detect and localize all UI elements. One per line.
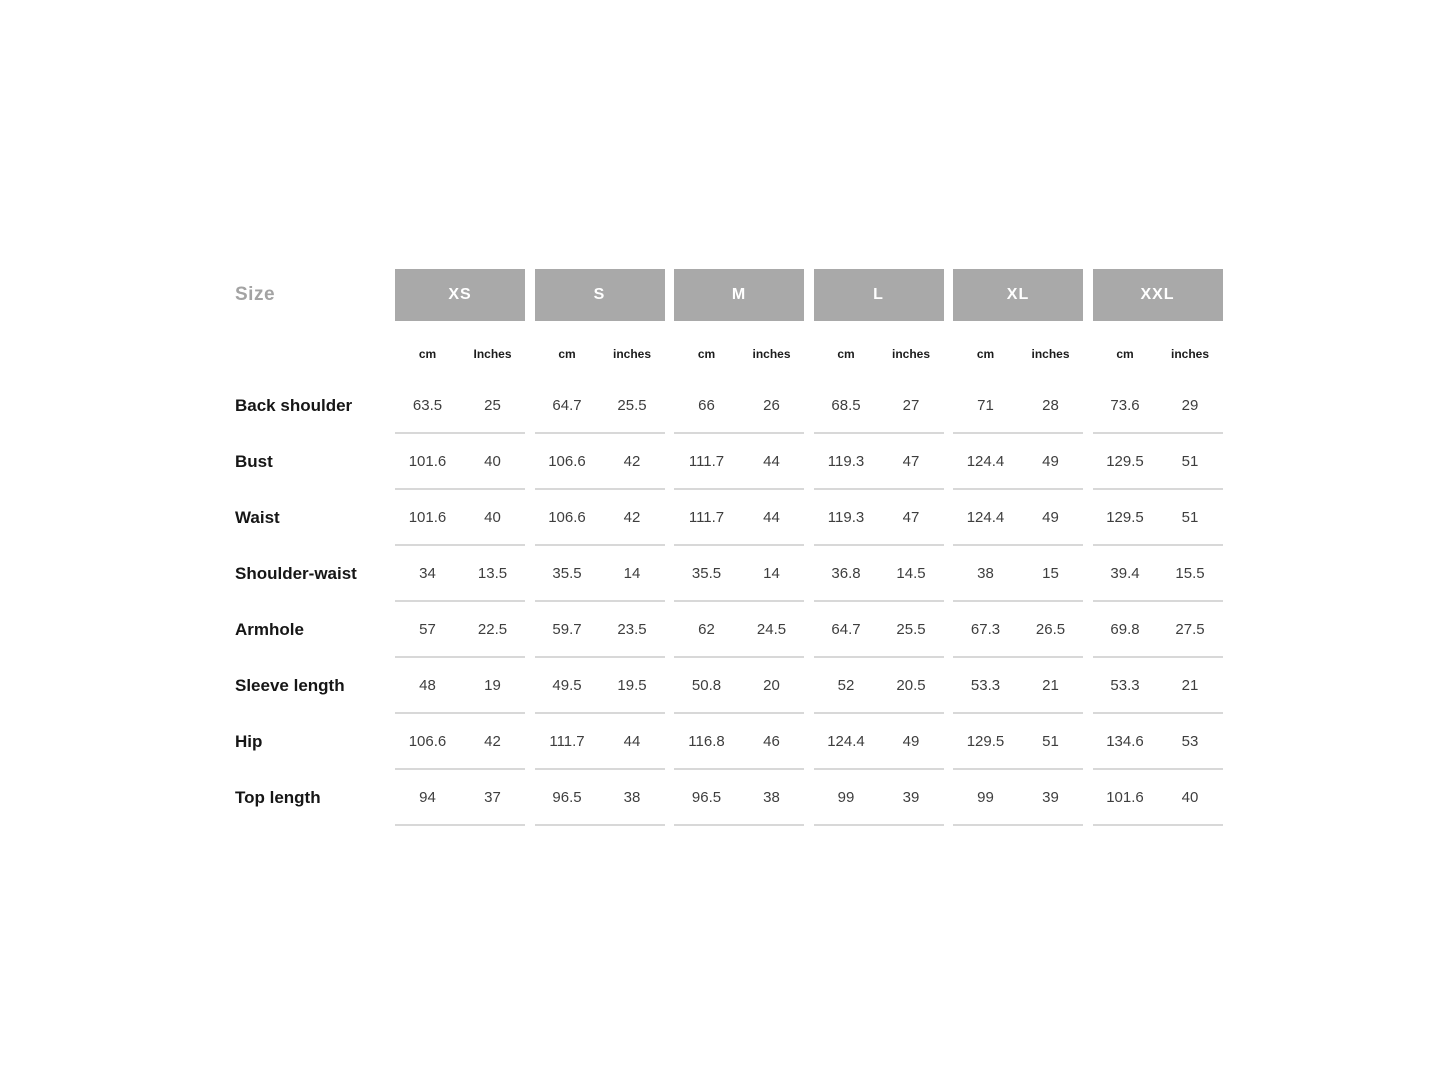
value-group-s [535,546,665,602]
value-group-l [814,770,944,826]
inches-value-cell: 44 [763,452,780,470]
value-group-xl [953,658,1083,714]
measurement-row [235,490,1223,546]
units-row [235,321,1223,378]
inches-value-cell: 14 [763,564,780,582]
unit-cm-label: cm [837,346,855,361]
value-group-xl [953,490,1083,546]
inches-value-cell: 23.5 [617,620,647,638]
inches-value-cell: 26 [763,396,780,414]
cm-value-cell: 116.8 [688,732,725,750]
size-header-l: L [814,269,944,321]
cm-value-cell: 69.8 [1110,620,1140,638]
value-group-xl [953,378,1083,434]
cm-value-cell: 124.4 [966,452,1005,470]
value-group-m [674,658,804,714]
inches-value-cell: 15 [1042,564,1059,582]
size-header-m: M [674,269,804,321]
inches-value-cell: 21 [1181,676,1199,694]
size-header-xl: XL [953,269,1083,321]
cm-value-cell: 119.3 [827,452,865,470]
value-group-xl [953,714,1083,770]
inches-value-cell: 49 [1042,452,1059,470]
unit-cm-label: cm [418,346,437,361]
value-group-l [814,434,944,490]
value-group-xl [953,602,1083,658]
unit-cm-label: cm [558,346,576,361]
inches-value-cell: 25.5 [617,396,647,414]
value-group-m [674,714,804,770]
units-row-spacer [235,321,386,378]
size-header-s: S [535,269,665,321]
value-group-l [814,546,944,602]
cm-value-cell: 35.5 [691,564,722,582]
value-group-xl [953,546,1083,602]
inches-value-cell: 19 [484,676,501,694]
inches-value-cell: 37 [484,788,501,806]
measurement-row [235,770,1223,826]
inches-value-cell: 42 [623,508,641,526]
inches-value-cell: 51 [1181,508,1199,526]
value-group-xs [395,714,525,770]
value-group-xxl [1093,770,1223,826]
cm-value-cell: 111.7 [688,508,725,526]
inches-value-cell: 39 [902,788,920,806]
value-group-l [814,658,944,714]
cm-value-cell: 67.3 [970,620,1001,638]
inches-value-cell: 39 [1042,788,1059,806]
value-group-m [674,770,804,826]
inches-value-cell: 51 [1181,452,1199,470]
value-group-l [814,714,944,770]
value-group-m [674,378,804,434]
cm-value-cell: 34 [419,564,436,582]
cm-value-cell: 64.7 [552,396,582,414]
units-group-xs [395,321,525,378]
inches-value-cell: 51 [1042,732,1059,750]
measurement-row [235,546,1223,602]
value-group-xxl [1093,602,1223,658]
cm-value-cell: 124.4 [827,732,865,750]
inches-value-cell: 44 [763,508,780,526]
value-group-xs [395,658,525,714]
value-group-m [674,434,804,490]
value-group-s [535,378,665,434]
value-group-s [535,602,665,658]
cm-value-cell: 124.4 [966,508,1005,526]
cm-value-cell: 99 [837,788,855,806]
value-group-m [674,490,804,546]
cm-value-cell: 52 [837,676,855,694]
cm-value-cell: 129.5 [1106,452,1144,470]
inches-value-cell: 40 [1181,788,1199,806]
inches-value-cell: 26.5 [1035,620,1066,638]
unit-cm-label: cm [976,346,995,361]
unit-inches-label: inches [752,346,791,361]
cm-value-cell: 48 [419,676,436,694]
units-group-xxl [1093,321,1223,378]
inches-value-cell: 27 [902,396,920,414]
inches-value-cell: 25.5 [896,620,926,638]
inches-value-cell: 27.5 [1175,620,1205,638]
cm-value-cell: 111.7 [688,452,725,470]
value-group-m [674,546,804,602]
value-group-s [535,434,665,490]
inches-value-cell: 15.5 [1175,564,1205,582]
row-label: Bust [235,452,273,471]
cm-value-cell: 38 [977,564,994,582]
inches-value-cell: 14 [623,564,641,582]
units-group-m [674,321,804,378]
cm-value-cell: 62 [698,620,715,638]
measurement-row [235,378,1223,434]
value-group-xl [953,434,1083,490]
value-group-xxl [1093,378,1223,434]
value-group-m [674,602,804,658]
cm-value-cell: 73.6 [1110,396,1140,414]
value-group-xl [953,770,1083,826]
measurement-row [235,658,1223,714]
cm-value-cell: 101.6 [1106,788,1144,806]
inches-value-cell: 25 [484,396,501,414]
value-group-xxl [1093,434,1223,490]
inches-value-cell: 53 [1181,732,1199,750]
cm-value-cell: 71 [977,396,994,414]
units-group-l [814,321,944,378]
inches-value-cell: 49 [1042,508,1059,526]
units-group-s [535,321,665,378]
inches-value-cell: 13.5 [477,564,508,582]
size-chart [235,269,1223,826]
row-label: Armhole [235,620,304,639]
cm-value-cell: 50.8 [691,676,722,694]
cm-value-cell: 106.6 [548,452,586,470]
size-header-xxl: XXL [1093,269,1223,321]
value-group-l [814,602,944,658]
value-group-xs [395,602,525,658]
unit-cm-label: cm [1116,346,1134,361]
units-group-xl [953,321,1083,378]
cm-value-cell: 129.5 [1106,508,1144,526]
value-group-xxl [1093,546,1223,602]
unit-inches-label: Inches [473,346,512,361]
cm-value-cell: 99 [977,788,994,806]
inches-value-cell: 21 [1042,676,1059,694]
value-group-xs [395,770,525,826]
value-group-xxl [1093,714,1223,770]
value-group-l [814,490,944,546]
cm-value-cell: 94 [419,788,436,806]
inches-value-cell: 28 [1042,396,1059,414]
cm-value-cell: 101.6 [408,452,447,470]
inches-value-cell: 40 [484,452,501,470]
cm-value-cell: 53.3 [970,676,1001,694]
inches-value-cell: 20.5 [896,676,926,694]
value-group-xs [395,434,525,490]
cm-value-cell: 53.3 [1110,676,1140,694]
row-label: Waist [235,508,280,527]
unit-inches-label: inches [1031,346,1070,361]
inches-value-cell: 22.5 [477,620,508,638]
row-label: Shoulder-waist [235,564,357,583]
unit-inches-label: inches [612,346,651,361]
inches-value-cell: 44 [623,732,641,750]
cm-value-cell: 59.7 [552,620,582,638]
cm-value-cell: 111.7 [549,732,585,750]
inches-value-cell: 24.5 [756,620,787,638]
inches-value-cell: 40 [484,508,501,526]
cm-value-cell: 134.6 [1106,732,1144,750]
cm-value-cell: 57 [419,620,436,638]
value-group-xxl [1093,490,1223,546]
unit-cm-label: cm [697,346,716,361]
row-label: Top length [235,788,321,807]
inches-value-cell: 49 [902,732,920,750]
size-header-row [235,269,1223,321]
value-group-xs [395,546,525,602]
row-label: Hip [235,732,263,751]
row-label: Back shoulder [235,396,353,415]
inches-value-cell: 29 [1181,396,1199,414]
cm-value-cell: 39.4 [1110,564,1140,582]
value-group-xs [395,378,525,434]
cm-value-cell: 96.5 [552,788,582,806]
cm-value-cell: 66 [698,396,715,414]
value-group-xs [395,490,525,546]
cm-value-cell: 96.5 [691,788,722,806]
inches-value-cell: 42 [623,452,641,470]
inches-value-cell: 14.5 [896,564,926,582]
value-group-xxl [1093,658,1223,714]
measurement-row [235,602,1223,658]
inches-value-cell: 19.5 [617,676,647,694]
cm-value-cell: 119.3 [827,508,865,526]
value-group-s [535,770,665,826]
inches-value-cell: 46 [763,732,780,750]
measurement-row [235,714,1223,770]
unit-inches-label: inches [1170,346,1209,361]
inches-value-cell: 47 [902,508,920,526]
measurement-row [235,434,1223,490]
cm-value-cell: 49.5 [552,676,582,694]
inches-value-cell: 38 [763,788,780,806]
row-label: Sleeve length [235,676,345,695]
inches-value-cell: 42 [484,732,501,750]
inches-value-cell: 38 [623,788,641,806]
value-group-s [535,658,665,714]
cm-value-cell: 64.7 [831,620,861,638]
value-group-s [535,490,665,546]
size-label: Size [235,284,276,305]
size-header-xs: XS [395,269,525,321]
cm-value-cell: 36.8 [831,564,861,582]
value-group-s [535,714,665,770]
value-group-l [814,378,944,434]
cm-value-cell: 63.5 [412,396,443,414]
cm-value-cell: 101.6 [408,508,447,526]
inches-value-cell: 20 [763,676,780,694]
cm-value-cell: 106.6 [548,508,586,526]
cm-value-cell: 68.5 [831,396,861,414]
unit-inches-label: inches [891,346,930,361]
size-label-cell [235,269,386,321]
inches-value-cell: 47 [902,452,920,470]
cm-value-cell: 129.5 [966,732,1005,750]
cm-value-cell: 106.6 [408,732,447,750]
cm-value-cell: 35.5 [552,564,582,582]
